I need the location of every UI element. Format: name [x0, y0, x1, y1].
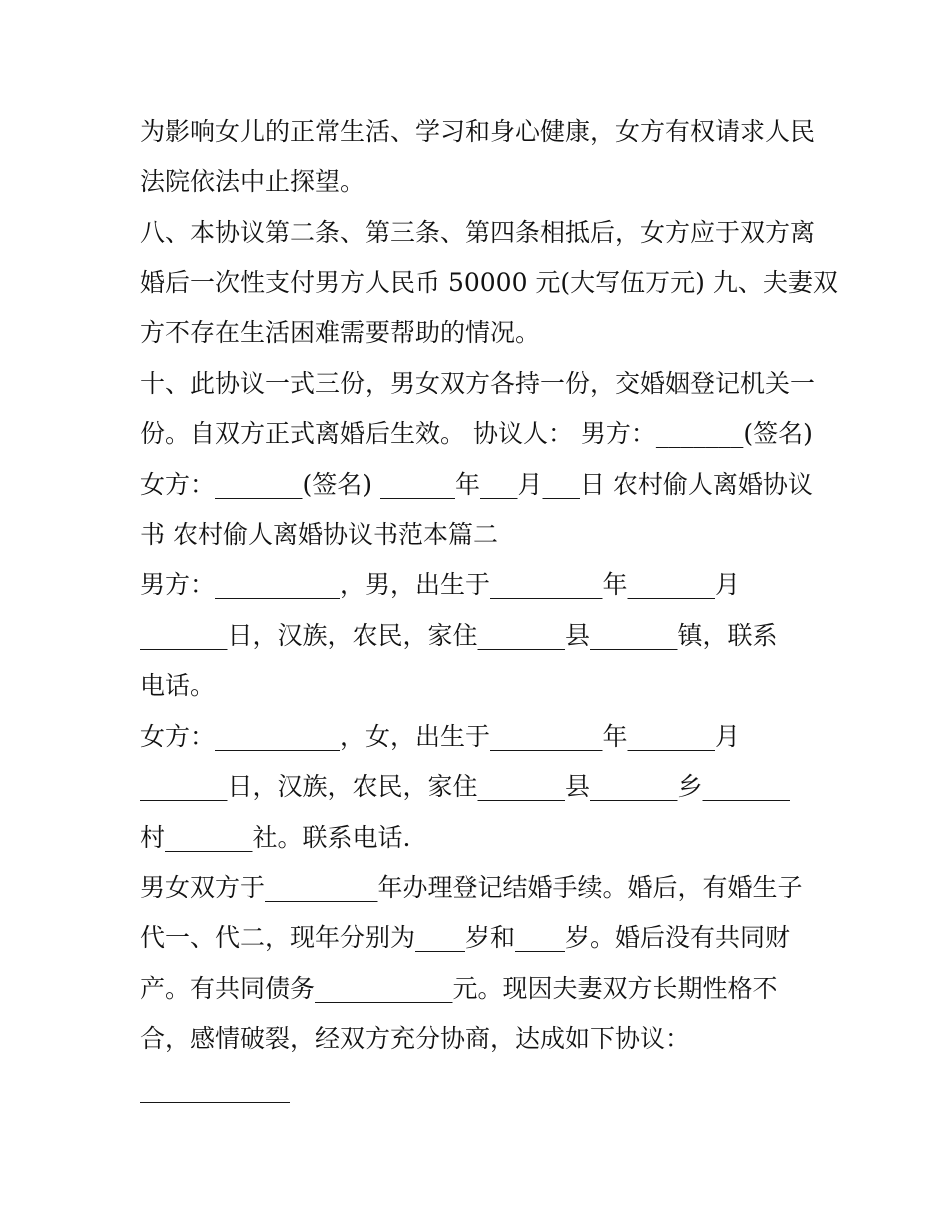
text-line: 婚后一次性支付男方人民币 50000 元(大写伍万元) 九、夫妻双	[140, 268, 838, 297]
text-line: 电话。	[140, 671, 216, 700]
text-line: 产。有共同债务___________元。现因夫妻双方长期性格不	[140, 974, 778, 1003]
text-line: 男女双方于_________年办理登记结婚手续。婚后，有婚生子	[140, 873, 803, 902]
text-line: 十、此协议一式三份，男女双方各持一份，交婚姻登记机关一	[140, 369, 816, 398]
text-line: 份。自双方正式离婚后生效。 协议人： 男方：_______(签名)	[140, 419, 813, 448]
text-line: 女方：__________，女，出生于_________年_______月	[140, 722, 741, 751]
text-line: 方不存在生活困难需要帮助的情况。	[140, 318, 541, 347]
text-line: 代一、代二，现年分别为____岁和____岁。婚后没有共同财	[140, 923, 791, 952]
text-line: 书 农村偷人离婚协议书范本篇二	[140, 520, 498, 549]
text-line: 男方：__________，男，出生于_________年_______月	[140, 570, 741, 599]
text-line: 合，感情破裂，经双方充分协商，达成如下协议：	[140, 1024, 691, 1053]
text-line: 为影响女儿的正常生活、学习和身心健康，女方有权请求人民	[140, 117, 816, 146]
text-line: ____________	[140, 1074, 290, 1103]
text-line: _______日，汉族，农民，家住_______县_______乡_______	[140, 772, 791, 801]
text-line: 八、本协议第二条、第三条、第四条相抵后，女方应于双方离	[140, 218, 816, 247]
text-line: 村_______社。联系电话.	[140, 823, 411, 852]
text-line: 女方：_______(签名) ______年___月___日 农村偷人离婚协议	[140, 470, 813, 499]
text-line: 法院依法中止探望。	[140, 167, 366, 196]
text-line: _______日，汉族，农民，家住_______县_______镇，联系	[140, 621, 778, 650]
